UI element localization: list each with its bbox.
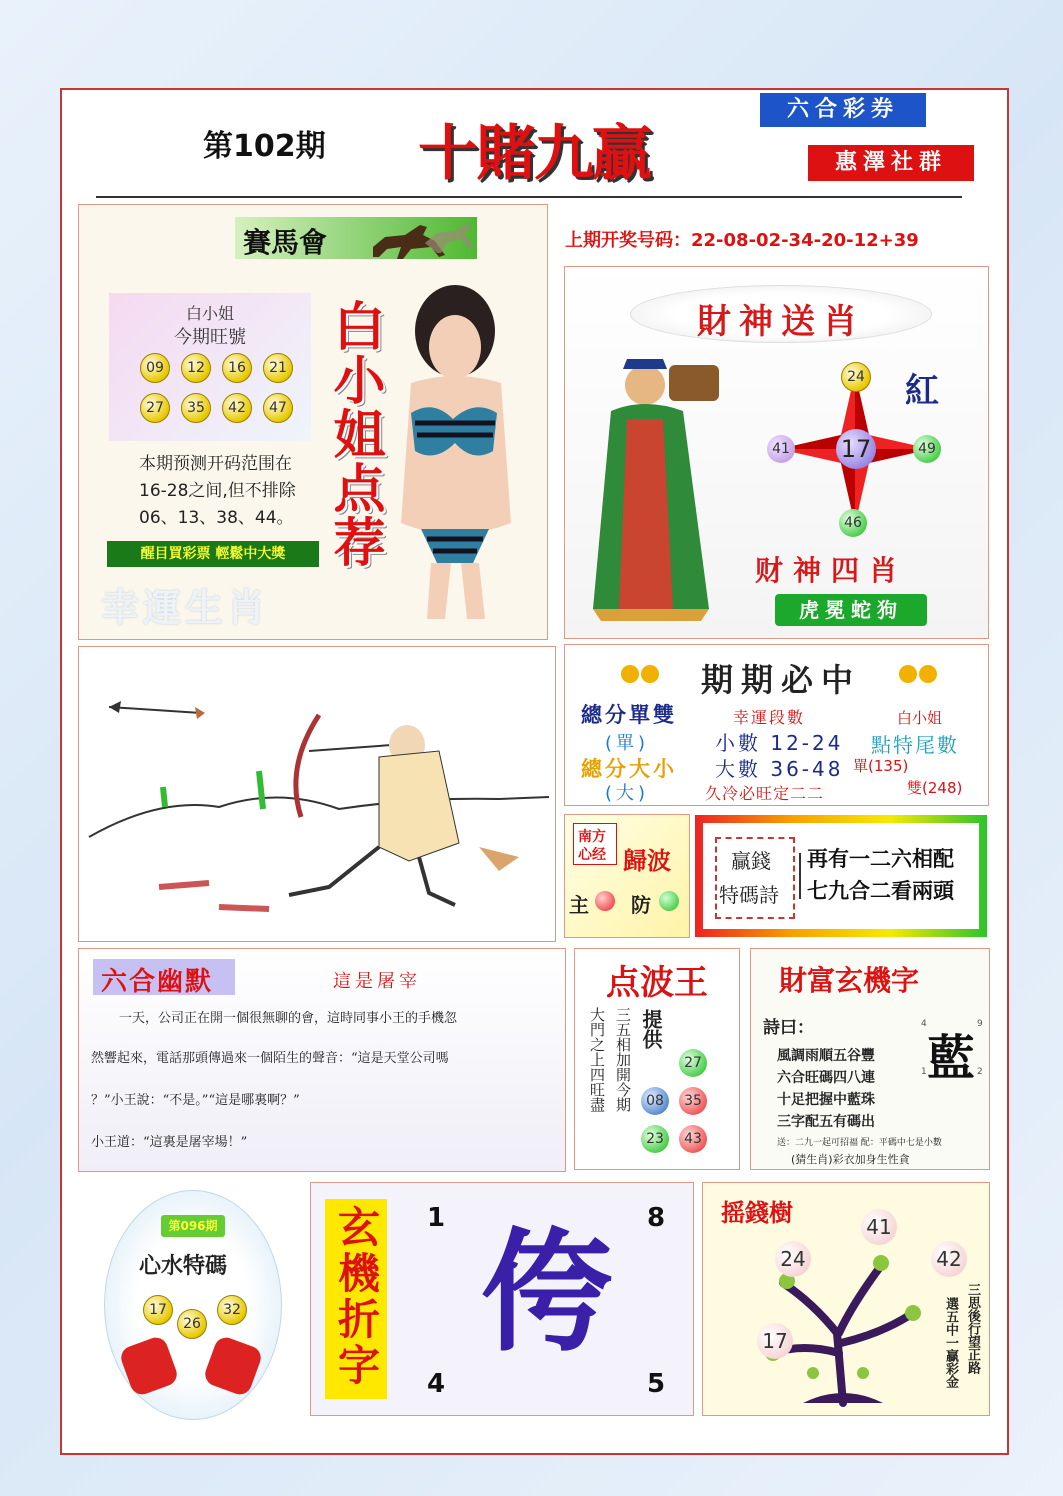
tree-ball: 42 bbox=[931, 1241, 967, 1277]
corner-number-1: 1 bbox=[427, 1203, 446, 1233]
xinshui-ball: 32 bbox=[217, 1295, 247, 1325]
issue-panel bbox=[66, 95, 406, 185]
even-tail: 雙(248) bbox=[907, 779, 963, 797]
char-corner-tl: 4 bbox=[921, 1019, 927, 1029]
char-corner-br: 2 bbox=[977, 1067, 983, 1077]
top-ball: 24 bbox=[841, 362, 871, 392]
corner-number-4: 4 bbox=[427, 1369, 446, 1399]
tree-verse-2: 選五中一贏彩金 bbox=[943, 1297, 958, 1388]
humor-line-3: ？”小王說：“不是。”“這是哪裏啊？” bbox=[91, 1093, 300, 1108]
xuanji-character: 侉 bbox=[481, 1216, 613, 1370]
header-rule bbox=[96, 196, 962, 198]
caishen-panel bbox=[564, 266, 989, 639]
big-small-label: 總分大小 bbox=[581, 757, 677, 781]
dianbo-panel bbox=[574, 948, 740, 1170]
caifu-line-1: 風調雨順五谷豐 bbox=[777, 1048, 875, 1064]
lucky-numbers-card bbox=[109, 293, 311, 441]
humor-title: 六合幽默 bbox=[101, 967, 214, 997]
god-of-wealth-figure bbox=[583, 359, 733, 621]
lucky-ball: 42 bbox=[222, 393, 252, 423]
right-ball: 49 bbox=[913, 435, 941, 463]
small-range: 小數 12-24 bbox=[715, 731, 844, 755]
qiqi-title: 期期必中 bbox=[701, 661, 862, 699]
defend-label: 防 bbox=[631, 893, 651, 917]
xinshui-panel bbox=[104, 1190, 282, 1420]
poem-divider bbox=[799, 853, 801, 899]
big-range: 大數 36-48 bbox=[715, 757, 844, 781]
caifu-title: 財富玄機字 bbox=[779, 964, 920, 997]
nanfang-tag bbox=[573, 823, 617, 865]
poem-label-1: 贏錢 bbox=[731, 849, 771, 873]
odd-tail: 單(135) bbox=[853, 757, 909, 775]
corner-number-5: 5 bbox=[647, 1369, 666, 1399]
model-figure bbox=[371, 283, 541, 619]
lucky-ball: 09 bbox=[140, 353, 170, 383]
dianbo-verse-1: 大門之上四旺盡 bbox=[588, 1007, 606, 1112]
lucky-ball: 21 bbox=[263, 353, 293, 383]
coin-icon bbox=[641, 665, 659, 683]
badge-huize: 惠澤社群 bbox=[808, 145, 974, 181]
poem-line-1: 再有一二六相配 bbox=[807, 847, 954, 871]
cold-hot-note: 久冷必旺定二二 bbox=[705, 784, 825, 803]
humor-title-bg bbox=[93, 959, 235, 995]
nanfang-tag-line1: 南方 bbox=[578, 829, 606, 845]
xuanji-label: 玄機折字 bbox=[332, 1205, 381, 1389]
odd-even-value: (單) bbox=[605, 733, 650, 754]
tail-number-label: 點特尾數 bbox=[871, 733, 959, 757]
lucky-zodiac-watermark: 幸運生肖 bbox=[101, 586, 270, 630]
main-title: 十賭九贏 bbox=[418, 119, 650, 189]
badge-liuhe: 六合彩券 bbox=[760, 93, 926, 127]
dianbo-offer: 提供 bbox=[639, 1009, 663, 1049]
tree-ball: 17 bbox=[757, 1323, 793, 1359]
caifu-character: 藍 bbox=[927, 1030, 976, 1086]
lucky-range-label: 幸運段數 bbox=[733, 708, 806, 727]
caifu-poem-label: 詩曰： bbox=[763, 1018, 814, 1038]
poem-panel-frame bbox=[695, 815, 987, 937]
poem-label-box bbox=[715, 837, 795, 919]
title-logo bbox=[410, 100, 668, 189]
miss-bai-vertical-title: 白小姐点荐 bbox=[324, 299, 385, 569]
red-ball-icon bbox=[595, 891, 615, 911]
caishen-title-oval bbox=[630, 285, 932, 343]
coin-icon bbox=[919, 665, 937, 683]
xuanji-label-bg bbox=[325, 1199, 387, 1399]
coin-icon bbox=[899, 665, 917, 683]
lucky-ball: 47 bbox=[263, 393, 293, 423]
color-label-red: 紅 bbox=[905, 371, 939, 411]
dianbo-ball: 35 bbox=[679, 1087, 707, 1115]
guibo-panel bbox=[564, 814, 690, 938]
archer-illustration-panel bbox=[78, 646, 556, 942]
caifu-line-4: 三字配五有碼出 bbox=[777, 1114, 875, 1130]
char-corner-bl: 1 bbox=[921, 1067, 927, 1077]
lucky-ball: 35 bbox=[181, 393, 211, 423]
xinshui-issue: 第096期 bbox=[161, 1215, 225, 1237]
char-corner-tr: 9 bbox=[977, 1019, 983, 1029]
big-small-value: (大) bbox=[605, 783, 650, 804]
miss-bai-label: 白小姐 bbox=[897, 709, 943, 727]
humor-line-4: 小王道：“這裏是屠宰場！” bbox=[91, 1135, 248, 1150]
caishen-four-zodiac: 财神四肖 bbox=[755, 554, 908, 587]
caifu-note-2: (猜生肖)彩衣加身生性貪 bbox=[791, 1153, 910, 1166]
humor-panel bbox=[78, 948, 566, 1172]
xuanji-panel bbox=[310, 1182, 694, 1416]
tree-icon bbox=[743, 1223, 943, 1413]
money-tree-panel bbox=[702, 1182, 990, 1416]
dianbo-ball: 43 bbox=[679, 1125, 707, 1153]
qiqi-bizhong-panel bbox=[564, 644, 989, 806]
xinshui-ball: 26 bbox=[177, 1309, 207, 1339]
zodiac-result: 虎冕蛇狗 bbox=[775, 594, 927, 626]
tree-verse-1: 三思後行望正路 bbox=[965, 1283, 980, 1374]
caifu-note-1: 送：二九一起可招福 配：平碼中七是小數 bbox=[777, 1138, 942, 1148]
corner-number-8: 8 bbox=[647, 1203, 666, 1233]
caifu-line-3: 十足把握中藍珠 bbox=[777, 1092, 875, 1108]
caifu-line-2: 六合旺碼四八連 bbox=[777, 1070, 875, 1086]
slogan-bar: 醒目買彩票 輕鬆中大獎 bbox=[107, 541, 319, 567]
bottom-ball: 46 bbox=[839, 509, 867, 537]
poem-label-2: 特碼詩 bbox=[719, 883, 779, 907]
dianbo-ball: 08 bbox=[641, 1087, 669, 1115]
tree-ball: 24 bbox=[775, 1241, 811, 1277]
horse-banner bbox=[235, 217, 477, 259]
dianbo-verse-2: 三五相加開今期 bbox=[614, 1007, 632, 1112]
humor-line-2: 然響起來，電話那頭傳過來一個陌生的聲音：“這是天堂公司嗎 bbox=[91, 1051, 449, 1066]
nanfang-tag-line2: 心经 bbox=[578, 847, 606, 863]
caishen-title: 財神送肖 bbox=[697, 302, 865, 342]
tree-ball: 41 bbox=[861, 1209, 897, 1245]
center-ball: 17 bbox=[836, 429, 876, 469]
card-title-1: 白小姐 bbox=[185, 304, 234, 323]
lucky-ball: 12 bbox=[181, 353, 211, 383]
poem-panel bbox=[703, 823, 979, 929]
dianbo-title: 点波王 bbox=[606, 963, 708, 1003]
green-ball-icon bbox=[659, 891, 679, 911]
guibo-title: 歸波 bbox=[623, 846, 671, 875]
horse-banner-label: 賽馬會 bbox=[243, 226, 328, 259]
caifu-panel bbox=[750, 948, 990, 1170]
humor-subtitle: 這是屠宰 bbox=[333, 971, 421, 992]
money-tree-title: 摇錢樹 bbox=[721, 1199, 793, 1227]
odd-even-label: 總分單雙 bbox=[581, 703, 677, 727]
last-draw-numbers: 上期开奖号码：22-08-02-34-20-12+39 bbox=[565, 230, 919, 251]
horse-club-panel bbox=[78, 204, 548, 640]
left-ball: 41 bbox=[767, 435, 795, 463]
humor-line-1: 一天，公司正在開一個很無聊的會，這時同事小王的手機忽 bbox=[119, 1011, 458, 1026]
xinshui-title: 心水特碼 bbox=[139, 1253, 228, 1279]
xinshui-ball: 17 bbox=[143, 1295, 173, 1325]
issue-number: 第102期 bbox=[203, 129, 326, 164]
card-title-2: 今期旺號 bbox=[174, 327, 246, 348]
main-label: 主 bbox=[569, 893, 589, 917]
lucky-ball: 27 bbox=[140, 393, 170, 423]
dianbo-ball: 27 bbox=[679, 1049, 707, 1077]
dianbo-ball: 23 bbox=[641, 1125, 669, 1153]
racehorse-icon bbox=[365, 217, 475, 262]
coin-icon bbox=[621, 665, 639, 683]
prediction-note: 本期预测开码范围在16-28之间,但不排除06、13、38、44。 bbox=[139, 454, 296, 528]
lucky-ball: 16 bbox=[222, 353, 252, 383]
archer-illustration bbox=[79, 647, 555, 941]
poem-line-2: 七九合二看兩頭 bbox=[807, 879, 954, 903]
